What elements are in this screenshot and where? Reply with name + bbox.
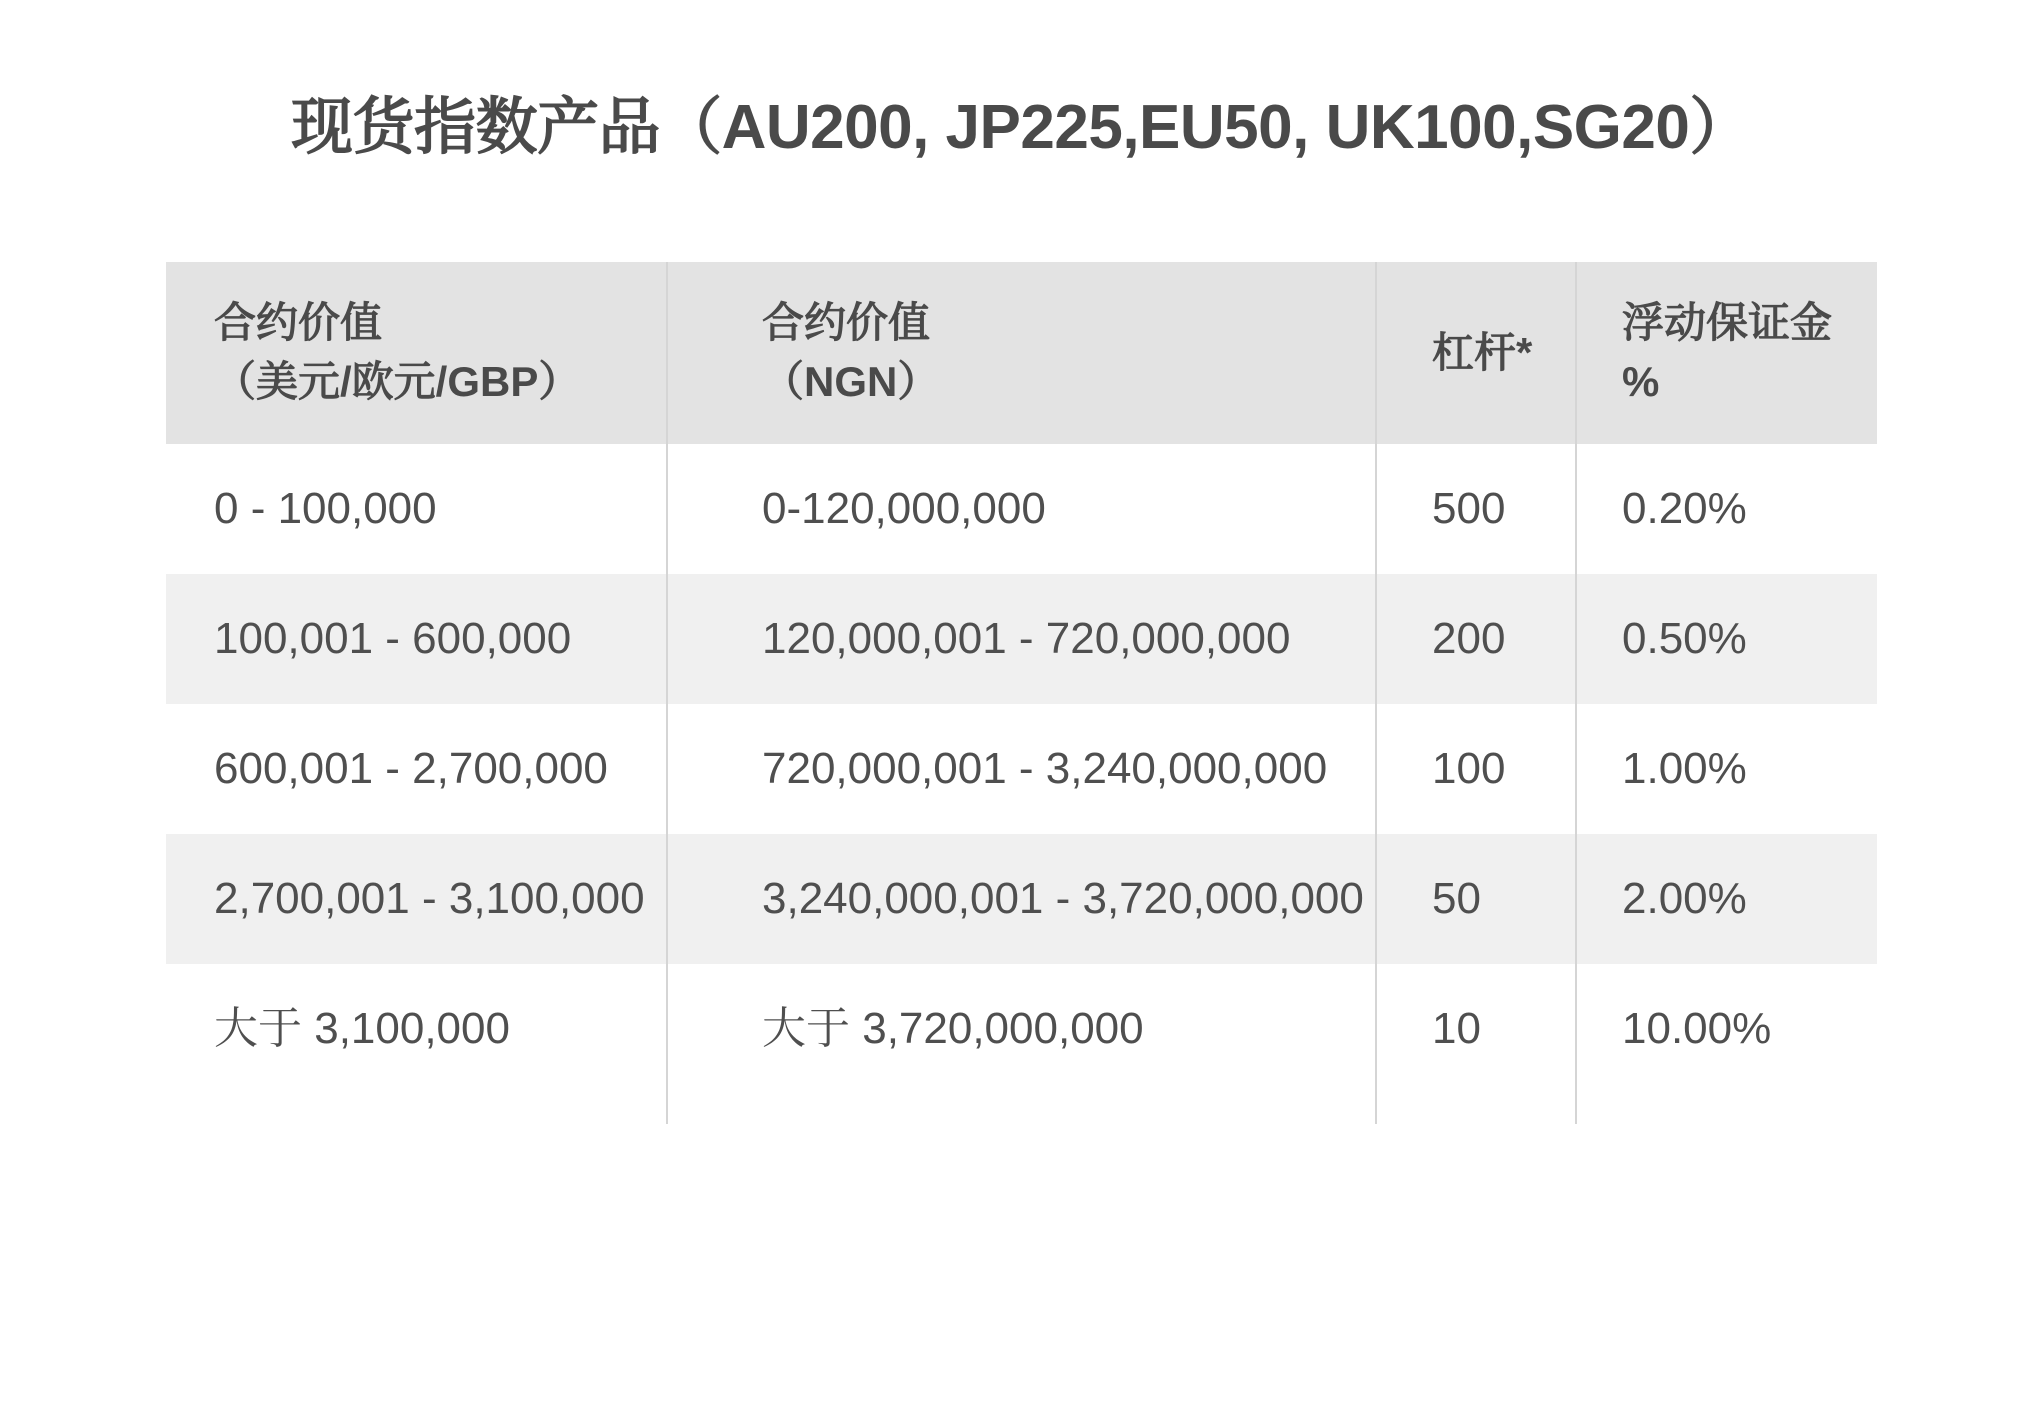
margin-tiers-table xyxy=(166,262,1877,1124)
table-row xyxy=(166,574,1877,704)
cell-leverage: 500 xyxy=(1375,444,1575,574)
cell-ngn-range: 大于 3,720,000,000 xyxy=(666,964,1375,1124)
col-header-line: 合约价值 xyxy=(214,299,383,347)
col-header-line: （美元/欧元/GBP） xyxy=(214,358,581,405)
cell-ngn-range: 720,000,001 - 3,240,000,000 xyxy=(666,704,1375,834)
col-header-leverage xyxy=(1375,262,1575,444)
col-header-contract-value-usd-eur-gbp xyxy=(166,262,666,444)
cell-usd-range: 600,001 - 2,700,000 xyxy=(214,744,608,794)
table-header-row xyxy=(166,262,1877,444)
cell-ngn-range: 3,240,000,001 - 3,720,000,000 xyxy=(666,834,1375,964)
cell-leverage: 10 xyxy=(1375,964,1575,1124)
table-row xyxy=(166,964,1877,1124)
cell-margin: 0.20% xyxy=(1575,444,1877,574)
page-title: 现货指数产品（AU200, JP225,EU50, UK100,SG20） xyxy=(291,93,1751,162)
cell-ngn-range: 120,000,001 - 720,000,000 xyxy=(666,574,1375,704)
col-header-line: % xyxy=(1622,358,1660,405)
cell-leverage: 50 xyxy=(1375,834,1575,964)
cell-margin: 10.00% xyxy=(1575,964,1877,1124)
cell-margin: 1.00% xyxy=(1575,704,1877,834)
cell-margin: 0.50% xyxy=(1575,574,1877,704)
cell-leverage: 200 xyxy=(1375,574,1575,704)
col-header-line: 合约价值 xyxy=(762,299,931,347)
col-header-floating-margin xyxy=(1575,262,1877,444)
cell-ngn-range: 0-120,000,000 xyxy=(666,444,1375,574)
cell-usd-range: 0 - 100,000 xyxy=(214,484,437,534)
col-header-line: 浮动保证金 xyxy=(1622,299,1833,347)
col-header-line: 杠杆* xyxy=(1432,328,1533,376)
cell-usd-range: 大于 3,100,000 xyxy=(214,1004,510,1054)
cell-usd-range: 2,700,001 - 3,100,000 xyxy=(214,874,645,924)
table-row xyxy=(166,444,1877,574)
col-header-line: （NGN） xyxy=(762,358,940,405)
cell-usd-range: 100,001 - 600,000 xyxy=(214,614,572,664)
table-row xyxy=(166,704,1877,834)
cell-leverage: 100 xyxy=(1375,704,1575,834)
col-header-contract-value-ngn xyxy=(666,262,1375,444)
cell-margin: 2.00% xyxy=(1575,834,1877,964)
table-row xyxy=(166,834,1877,964)
